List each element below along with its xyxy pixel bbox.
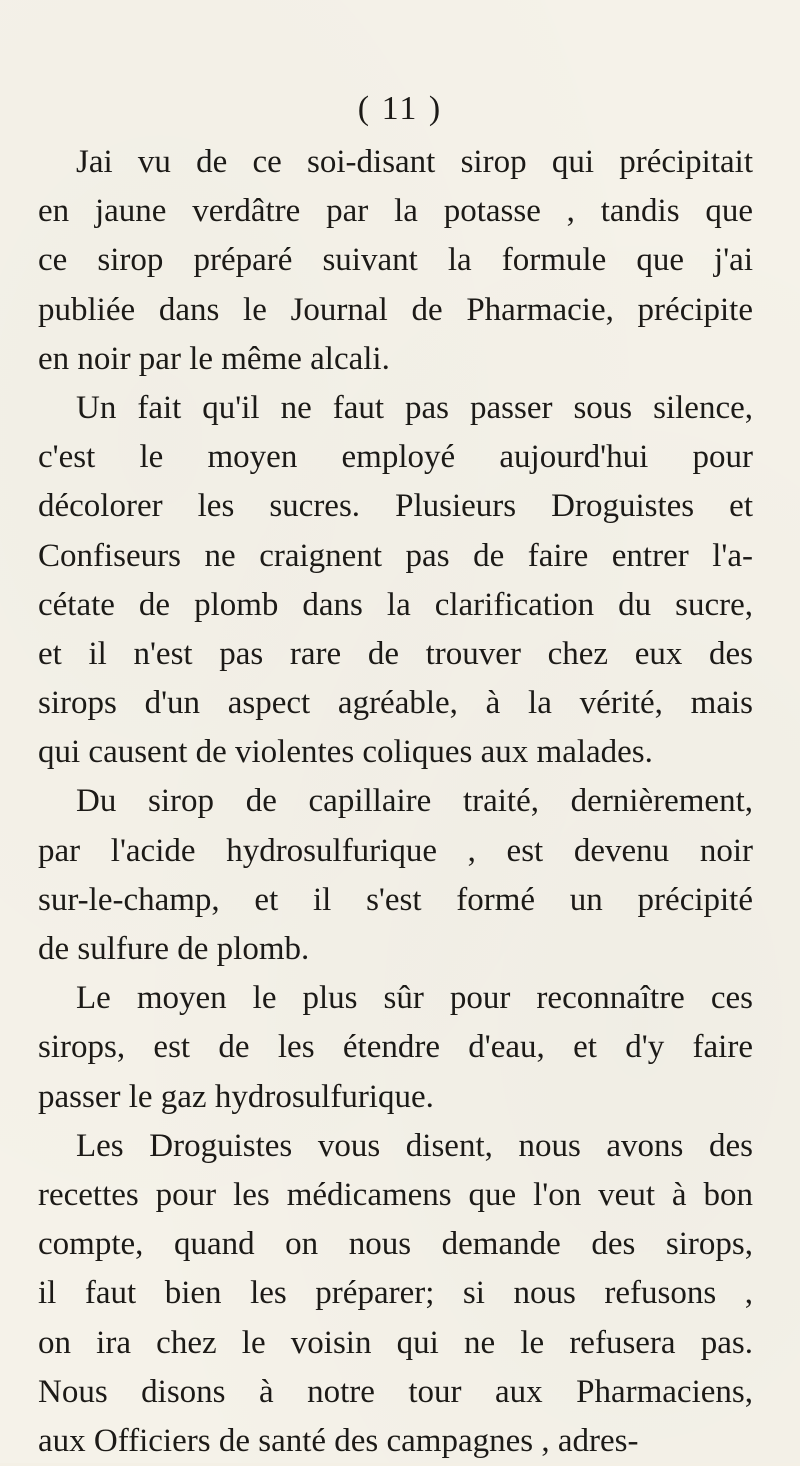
text-line: en noir par le même alcali.	[38, 340, 390, 377]
paragraph-1	[38, 138, 753, 384]
text-line: Un fait qu'il ne faut pas passer sous silence,	[76, 389, 753, 426]
text-line: on ira chez le voisin qui ne le refusera pas.	[38, 1324, 753, 1361]
text-line: cétate de plomb dans la clarification du sucre,	[38, 586, 753, 623]
text-line: sur-le-champ, et il s'est formé un précipité	[38, 881, 753, 918]
paragraph-3	[38, 777, 753, 974]
text-line: qui causent de violentes coliques aux malades.	[38, 734, 653, 771]
text-line: de sulfure de plomb.	[38, 931, 310, 967]
text-line: publiée dans le Journal de Pharmacie, précipite	[38, 291, 753, 328]
text-line: et il n'est pas rare de trouver chez eux des	[38, 635, 753, 672]
text-line: ce sirop préparé suivant la formule que j'ai	[38, 242, 753, 279]
text-line: par l'acide hydrosulfurique , est devenu noir	[38, 832, 753, 869]
text-line: sirops, est de les étendre d'eau, et d'y faire	[38, 1029, 753, 1066]
text-line: Jai vu de ce soi-disant sirop qui précipitait	[76, 144, 753, 180]
text-line: en jaune verdâtre par la potasse , tandis que	[38, 193, 753, 230]
text-line: sirops d'un aspect agréable, à la vérité, mais	[38, 685, 753, 722]
text-line: c'est le moyen employé aujourd'hui pour	[38, 439, 753, 476]
text-line: décolorer les sucres. Plusieurs Droguistes et	[38, 488, 753, 525]
text-line: Confiseurs ne craignent pas de faire entrer l'a-	[38, 537, 753, 574]
text-line: il faut bien les préparer; si nous refusons ,	[38, 1275, 753, 1312]
text-line: Le moyen le plus sûr pour reconnaître ces	[76, 980, 753, 1017]
paragraph-5	[38, 1122, 753, 1466]
paragraph-4	[38, 974, 753, 1122]
text-line: passer le gaz hydrosulfurique.	[38, 1078, 434, 1115]
text-line: Les Droguistes vous disent, nous avons des	[76, 1127, 753, 1164]
text-line: recettes pour les médicamens que l'on veut à bon	[38, 1176, 753, 1213]
text-line: aux Officiers de santé des campagnes , adres-	[38, 1422, 639, 1459]
body-text	[38, 138, 753, 1466]
text-line: Du sirop de capillaire traité, dernièrement,	[76, 783, 753, 820]
text-line: compte, quand on nous demande des sirops,	[38, 1226, 753, 1263]
paragraph-2	[38, 384, 753, 778]
text-line: Nous disons à notre tour aux Pharmaciens,	[38, 1373, 753, 1410]
page-number: ( 11 )	[357, 90, 443, 127]
